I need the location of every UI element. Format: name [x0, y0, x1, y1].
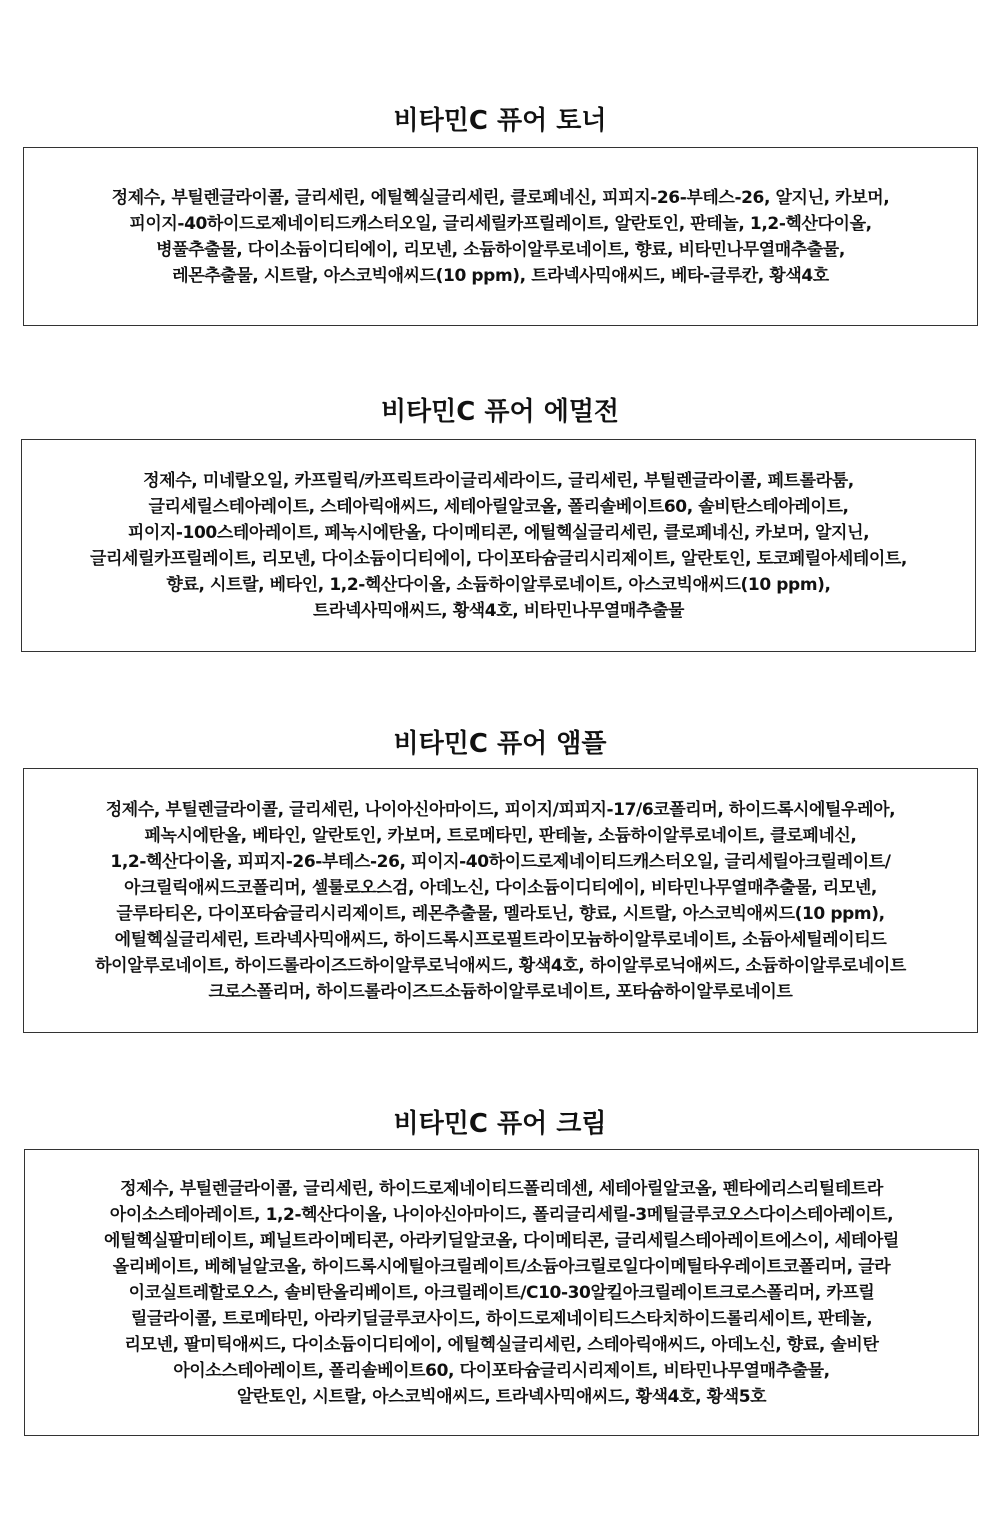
section-title-ampoule: 비타민C 퓨어 앰플	[393, 729, 607, 759]
ingredient-line: 정제수, 부틸렌글라이콜, 글리세린, 하이드로제네이티드폴리데센, 세테아릴알코올, 펜타에리스리틸테트라	[120, 1178, 883, 1199]
ingredient-line: 아크릴릭애씨드코폴리머, 셀룰로오스검, 아데노신, 다이소듐이디티에이, 비타민나무열매추출물, 리모넨,	[124, 877, 877, 898]
ingredients-box-emulsion	[21, 439, 976, 652]
ingredient-line: 에틸헥실팔미테이트, 페닐트라이메티콘, 아라키딜알코올, 다이메티콘, 글리세릴스테아레이트에스이, 세테아릴	[104, 1230, 899, 1251]
ingredient-line: 에틸헥실글리세린, 트라넥사믹애씨드, 하이드록시프로필트라이모늄하이알루로네이트, 소듐아세틸레이티드	[114, 929, 887, 950]
ingredient-line: 페녹시에탄올, 베타인, 알란토인, 카보머, 트로메타민, 판테놀, 소듐하이알루로네이트, 클로페네신,	[144, 825, 857, 846]
ingredient-line: 크로스폴리머, 하이드롤라이즈드소듐하이알루로네이트, 포타슘하이알루로네이트	[208, 981, 793, 1002]
ingredient-line: 릴글라이콜, 트로메타민, 아라키딜글루코사이드, 하이드로제네이티드스타치하이드롤리세이트, 판테놀,	[130, 1308, 873, 1329]
ingredients-box-toner	[23, 147, 978, 326]
ingredient-line: 트라넥사믹애씨드, 황색4호, 비타민나무열매추출물	[312, 600, 685, 621]
section-title-toner: 비타민C 퓨어 토너	[393, 106, 607, 136]
ingredient-line: 레몬추출물, 시트랄, 아스코빅애씨드(10 ppm), 트라넥사믹애씨드, 베타-글루칸, 황색4호	[172, 265, 829, 286]
ingredient-line: 피이지-100스테아레이트, 페녹시에탄올, 다이메티콘, 에틸헥실글리세린, 클로페네신, 카보머, 알지닌,	[127, 522, 870, 543]
ingredient-line: 피이지-40하이드로제네이티드캐스터오일, 글리세릴카프릴레이트, 알란토인, 판테놀, 1,2-헥산다이올,	[129, 213, 872, 234]
ingredient-line: 1,2-헥산다이올, 피피지-26-부테스-26, 피이지-40하이드로제네이티드캐스터오일, 글리세릴아크릴레이트/	[110, 851, 891, 872]
ingredient-line: 정제수, 미네랄오일, 카프릴릭/카프릭트라이글리세라이드, 글리세린, 부틸렌글라이콜, 페트롤라툼,	[143, 470, 854, 491]
ingredient-line: 리모넨, 팔미틱애씨드, 다이소듐이디티에이, 에틸헥실글리세린, 스테아릭애씨드, 아데노신, 향료, 솔비탄	[124, 1334, 879, 1355]
ingredient-line: 알란토인, 시트랄, 아스코빅애씨드, 트라넥사믹애씨드, 황색4호, 황색5호	[236, 1386, 767, 1407]
ingredient-line: 아이소스테아레이트, 폴리솔베이트60, 다이포타슘글리시리제이트, 비타민나무열매추출물,	[173, 1360, 830, 1381]
ingredient-line: 글루타티온, 다이포타슘글리시리제이트, 레몬추출물, 멜라토닌, 향료, 시트랄, 아스코빅애씨드(10 ppm),	[116, 903, 885, 924]
ingredient-line: 아이소스테아레이트, 1,2-헥산다이올, 나이아신아마이드, 폴리글리세릴-3메틸글루코오스다이스테아레이트,	[109, 1204, 894, 1225]
ingredient-line: 글리세릴스테아레이트, 스테아릭애씨드, 세테아릴알코올, 폴리솔베이트60, 솔비탄스테아레이트,	[148, 496, 849, 517]
section-title-cream: 비타민C 퓨어 크림	[393, 1109, 607, 1139]
ingredient-line: 이코실트레할로오스, 솔비탄올리베이트, 아크릴레이트/C10-30알킬아크릴레이트크로스폴리머, 카프릴	[128, 1282, 875, 1303]
ingredient-line: 정제수, 부틸렌글라이콜, 글리세린, 에틸헥실글리세린, 클로페네신, 피피지-26-부테스-26, 알지닌, 카보머,	[111, 187, 890, 208]
ingredient-line: 글리세릴카프릴레이트, 리모넨, 다이소듐이디티에이, 다이포타슘글리시리제이트, 알란토인, 토코페릴아세테이트,	[90, 548, 907, 569]
ingredient-line: 정제수, 부틸렌글라이콜, 글리세린, 나이아신아마이드, 피이지/피피지-17/6코폴리머, 하이드록시에틸우레아,	[105, 799, 896, 820]
ingredient-line: 병풀추출물, 다이소듐이디티에이, 리모넨, 소듐하이알루로네이트, 향료, 비타민나무열매추출물,	[156, 239, 845, 260]
ingredients-box-ampoule	[23, 768, 978, 1033]
ingredients-box-cream	[24, 1149, 979, 1436]
section-title-emulsion: 비타민C 퓨어 에멀전	[380, 397, 620, 427]
ingredient-line: 향료, 시트랄, 베타인, 1,2-헥산다이올, 소듐하이알루로네이트, 아스코빅애씨드(10 ppm),	[166, 574, 831, 595]
ingredient-line: 올리베이트, 베헤닐알코올, 하이드록시에틸아크릴레이트/소듐아크릴로일다이메틸타우레이트코폴리머, 글라	[112, 1256, 891, 1277]
ingredient-line: 하이알루로네이트, 하이드롤라이즈드하이알루로닉애씨드, 황색4호, 하이알루로닉애씨드, 소듐하이알루로네이트	[95, 955, 906, 976]
